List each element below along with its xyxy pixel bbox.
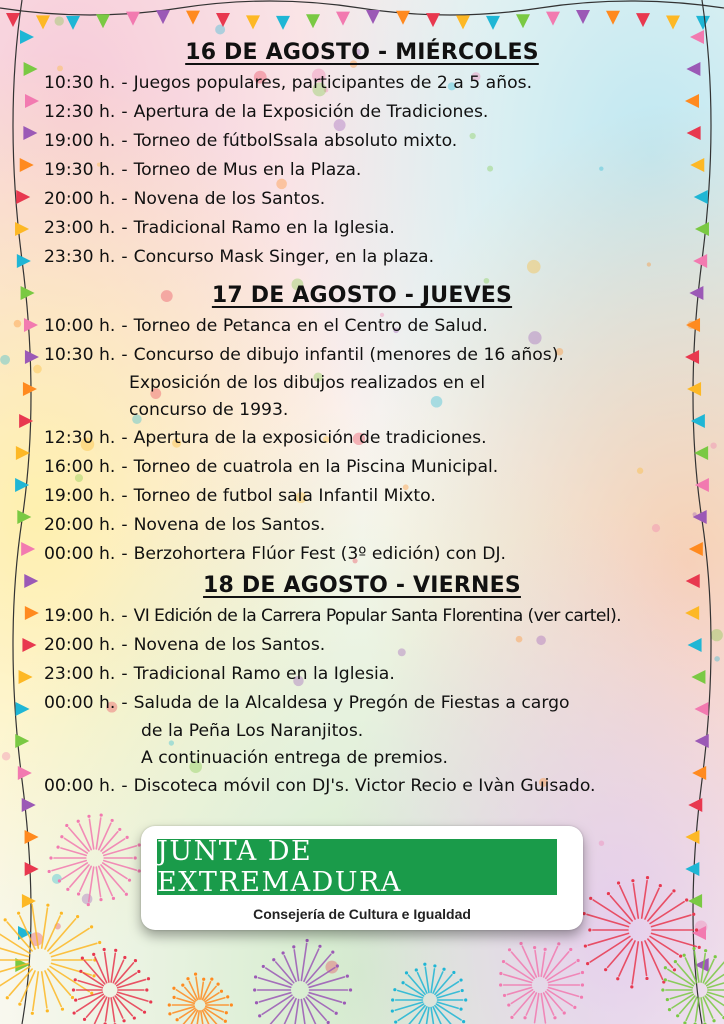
event-separator: -	[121, 776, 128, 796]
event-description: Torneo de Petanca en el Centro de Salud.	[133, 316, 488, 336]
event-description: Novena de los Santos.	[133, 635, 326, 655]
event-separator: -	[121, 73, 128, 93]
event-separator: -	[121, 544, 128, 564]
event-time: 00:00 h.	[44, 693, 116, 713]
event-row	[44, 689, 694, 718]
event-row	[44, 185, 694, 214]
event-description: Saluda de la Alcaldesa y Pregón de Fiestas a cargo	[133, 693, 570, 713]
event-row	[44, 243, 694, 272]
event-description: Concurso Mask Singer, en la plaza.	[133, 247, 435, 267]
event-separator: -	[121, 218, 128, 238]
event-separator: -	[121, 635, 128, 655]
event-description: Juegos populares, participantes de 2 a 5 años.	[133, 73, 533, 93]
event-time: 16:00 h.	[44, 457, 116, 477]
event-continuation: concurso de 1993.	[129, 400, 289, 420]
event-description: Torneo de cuatrola en la Piscina Municipal.	[133, 457, 499, 477]
event-description: VI Edición de la Carrera Popular Santa Florentina (ver cartel).	[133, 606, 622, 626]
event-time: 20:00 h.	[44, 635, 116, 655]
logo-subtitle: Consejería de Cultura e Igualdad	[253, 906, 471, 922]
event-separator: -	[121, 606, 128, 626]
event-separator: -	[121, 664, 128, 684]
event-time: 19:00 h.	[44, 486, 116, 506]
event-row	[44, 511, 694, 540]
event-description: Torneo de Mus en la Plaza.	[133, 160, 362, 180]
event-description: Novena de los Santos.	[133, 515, 326, 535]
event-time: 20:00 h.	[44, 189, 116, 209]
event-continuation: A continuación entrega de premios.	[141, 748, 448, 768]
event-row	[44, 127, 694, 156]
event-description: Tradicional Ramo en la Iglesia.	[133, 664, 395, 684]
event-separator: -	[121, 428, 128, 448]
event-separator: -	[121, 102, 128, 122]
event-description: Concurso de dibujo infantil (menores de 16 años).	[133, 345, 564, 365]
event-separator: -	[121, 131, 128, 151]
event-time: 23:30 h.	[44, 247, 116, 267]
event-row	[44, 341, 694, 370]
event-time: 23:00 h.	[44, 218, 116, 238]
day-heading-17: 17 DE AGOSTO - JUEVES	[211, 283, 513, 308]
event-row	[44, 772, 694, 801]
event-description: Torneo de fútbolSsala absoluto mixto.	[133, 131, 458, 151]
event-separator: -	[121, 693, 128, 713]
event-list-16	[44, 69, 694, 272]
event-separator: -	[121, 316, 128, 336]
event-time: 00:00 h.	[44, 544, 116, 564]
event-time: 23:00 h.	[44, 664, 116, 684]
event-description: Novena de los Santos.	[133, 189, 326, 209]
event-description: Tradicional Ramo en la Iglesia.	[133, 218, 395, 238]
event-separator: -	[121, 345, 128, 365]
event-row	[44, 214, 694, 243]
event-time: 00:00 h.	[44, 776, 116, 796]
event-separator: -	[121, 247, 128, 267]
event-description: Berzohortera Flúor Fest (3º edición) con DJ.	[133, 544, 507, 564]
event-row	[44, 98, 694, 127]
event-time: 19:00 h.	[44, 606, 116, 626]
event-time: 10:00 h.	[44, 316, 116, 336]
event-continuation: Exposición de los dibujos realizados en el	[129, 373, 486, 393]
event-row	[44, 69, 694, 98]
event-row	[44, 631, 694, 660]
event-description: Discoteca móvil con DJ's. Victor Recio e Ivàn Guisado.	[133, 776, 596, 796]
event-description: Apertura de la Exposición de Tradiciones.	[133, 102, 489, 122]
event-time: 12:30 h.	[44, 102, 116, 122]
event-continuation: de la Peña Los Naranjitos.	[141, 721, 364, 741]
event-list-18	[44, 602, 694, 801]
event-row	[44, 424, 694, 453]
event-description: Torneo de futbol sala Infantil Mixto.	[133, 486, 436, 506]
junta-extremadura-logo	[141, 826, 583, 930]
logo-banner	[157, 836, 557, 898]
event-row	[44, 660, 694, 689]
event-row	[44, 602, 694, 631]
day-heading-18: 18 DE AGOSTO - VIERNES	[203, 573, 521, 598]
event-description: Apertura de la exposición de tradiciones.	[133, 428, 487, 448]
event-row	[44, 453, 694, 482]
event-time: 12:30 h.	[44, 428, 116, 448]
event-row	[44, 482, 694, 511]
event-row	[44, 540, 694, 569]
event-separator: -	[121, 160, 128, 180]
event-separator: -	[121, 515, 128, 535]
event-separator: -	[121, 486, 128, 506]
event-separator: -	[121, 457, 128, 477]
event-row	[44, 156, 694, 185]
event-time: 10:30 h.	[44, 73, 116, 93]
event-time: 20:00 h.	[44, 515, 116, 535]
event-row	[44, 312, 694, 341]
event-time: 19:00 h.	[44, 131, 116, 151]
day-heading-16: 16 DE AGOSTO - MIÉRCOLES	[185, 40, 539, 65]
event-list-17	[44, 312, 694, 569]
logo-title: JUNTA DE EXTREMADURA	[157, 836, 402, 898]
event-time: 10:30 h.	[44, 345, 116, 365]
event-separator: -	[121, 189, 128, 209]
event-time: 19:30 h.	[44, 160, 116, 180]
